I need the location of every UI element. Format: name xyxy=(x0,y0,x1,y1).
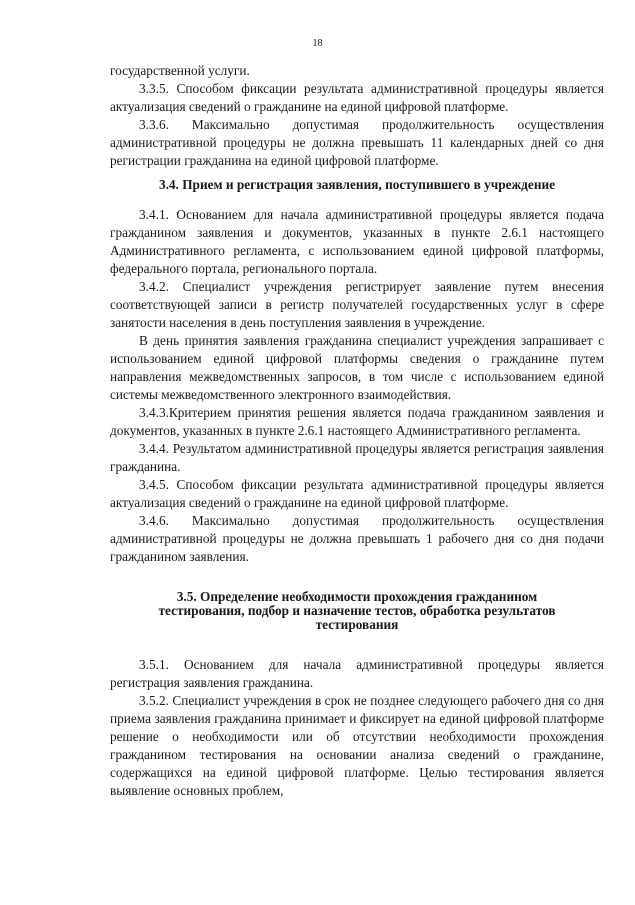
paragraph-3-4-3: 3.4.3.Критерием принятия решения является подача гражданином заявления и документов, указанных в пункте 2.6.1 настоящего Административного регламента. xyxy=(110,405,604,438)
section-heading-3-4: 3.4. Прием и регистрация заявления, поступившего в учреждение xyxy=(158,177,556,192)
paragraph-3-5-1: 3.5.1. Основанием для начала административной процедуры является регистрация заявления гражданина. xyxy=(110,657,604,690)
section-heading-line: тестирования, подбор и назначение тестов, обработка результатов xyxy=(158,603,556,618)
document-body xyxy=(110,62,604,800)
paragraph-3-4-2: 3.4.2. Специалист учреждения регистрирует заявление путем внесения соответствующей записи в регистр получателей государственных услуг в сфере занятости населения в день поступления заявления в учреждение. xyxy=(110,279,604,330)
paragraph-3-4-1: 3.4.1. Основанием для начала административной процедуры является подача гражданином заявления и документов, указанных в пункте 2.6.1 настоящего Административного регламента, с использованием единой цифровой платформы, федерального портала, регионального портала. xyxy=(110,207,604,276)
section-heading-line: 3.5. Определение необходимости прохождения гражданином xyxy=(176,589,538,604)
paragraph-continuation: государственной услуги. xyxy=(110,63,250,78)
paragraph-3-4-2-cont: В день принятия заявления гражданина специалист учреждения запрашивает с использованием единой цифровой платформы сведения о гражданине путем направления межведомственных запросов, в том числе с использованием единой системы межведомственного электронного взаимодействия. xyxy=(110,333,604,402)
page-number: 18 xyxy=(312,38,323,49)
paragraph-3-4-6: 3.4.6. Максимально допустимая продолжительность осуществления административной процедуры не должна превышать 1 рабочего дня со дня подачи гражданином заявления. xyxy=(110,513,604,564)
paragraph-3-3-5: 3.3.5. Способом фиксации результата административной процедуры является актуализация сведений о гражданине на единой цифровой платформе. xyxy=(110,81,604,114)
paragraph-3-4-4: 3.4.4. Результатом административной процедуры является регистрация заявления гражданина. xyxy=(110,441,604,474)
paragraph-3-4-5: 3.4.5. Способом фиксации результата административной процедуры является актуализация сведений о гражданине на единой цифровой платформе. xyxy=(110,477,604,510)
section-heading-line: тестирования xyxy=(315,617,399,632)
paragraph-3-5-2: 3.5.2. Специалист учреждения в срок не позднее следующего рабочего дня со дня приема заявления гражданина принимает и фиксирует на единой цифровой платформе решение о необходимости или об отсутствии необходимости прохождения гражданином тестирования на основании анализа сведений о гражданине, содержащихся на единой цифровой платформе. Целью тестирования является выявление основных проблем, xyxy=(110,693,604,798)
paragraph-3-3-6: 3.3.6. Максимально допустимая продолжительность осуществления административной процедуры не должна превышать 11 календарных дней со дня регистрации гражданина на единой цифровой платформе. xyxy=(110,117,604,168)
section-heading-3-5 xyxy=(110,590,604,632)
